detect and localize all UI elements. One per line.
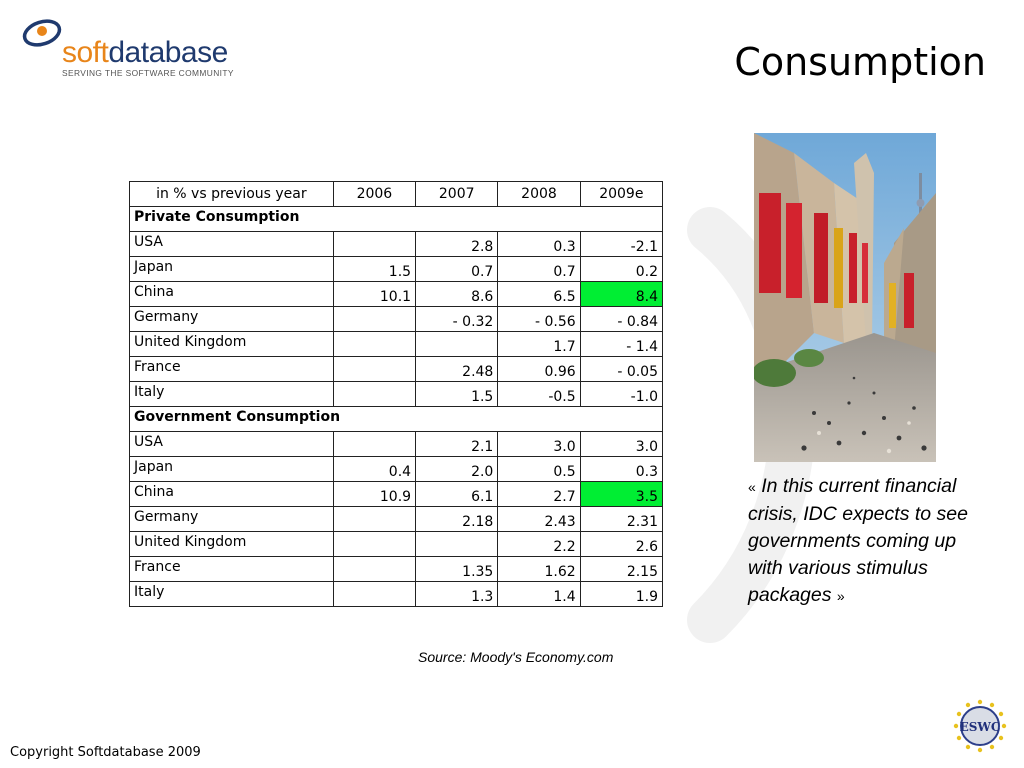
- quote-text: In this current financial crisis, IDC expects to see governments coming up with various stimulus packages: [748, 475, 968, 606]
- value-cell: 0.7: [498, 257, 580, 282]
- value-cell: [333, 332, 415, 357]
- value-cell: 2.6: [580, 532, 662, 557]
- value-cell: 2.48: [416, 357, 498, 382]
- section-heading: Government Consumption: [130, 407, 663, 432]
- value-cell: 2.15: [580, 557, 662, 582]
- value-cell: [333, 582, 415, 607]
- value-cell: 1.7: [498, 332, 580, 357]
- value-cell: 2.18: [416, 507, 498, 532]
- table-header-cell: 2009e: [580, 182, 662, 207]
- table-row: [130, 357, 663, 382]
- value-cell: - 0.84: [580, 307, 662, 332]
- value-cell: -0.5: [498, 382, 580, 407]
- value-cell: - 0.05: [580, 357, 662, 382]
- table-row: [130, 257, 663, 282]
- value-cell: 2.2: [498, 532, 580, 557]
- country-cell: China: [130, 482, 334, 507]
- value-cell: 10.1: [333, 282, 415, 307]
- country-cell: France: [130, 357, 334, 382]
- value-cell: [333, 382, 415, 407]
- table-section-row: [130, 207, 663, 232]
- table-row: [130, 432, 663, 457]
- source-note: Source: Moody's Economy.com: [418, 649, 614, 665]
- value-cell: 10.9: [333, 482, 415, 507]
- country-cell: USA: [130, 432, 334, 457]
- value-cell: -1.0: [580, 382, 662, 407]
- country-cell: France: [130, 557, 334, 582]
- value-cell: - 1.4: [580, 332, 662, 357]
- table-row: [130, 507, 663, 532]
- value-cell: 2.43: [498, 507, 580, 532]
- copyright-footer: Copyright Softdatabase 2009: [10, 745, 201, 760]
- country-cell: Germany: [130, 507, 334, 532]
- value-cell: 0.96: [498, 357, 580, 382]
- table-row: [130, 557, 663, 582]
- value-cell: 1.3: [416, 582, 498, 607]
- value-cell: -2.1: [580, 232, 662, 257]
- value-cell: 8.4: [580, 282, 662, 307]
- value-cell: 2.1: [416, 432, 498, 457]
- eswc-badge-text: ESWC: [959, 720, 1001, 734]
- value-cell: 2.0: [416, 457, 498, 482]
- quote-open-mark: «: [748, 479, 756, 495]
- value-cell: 1.5: [333, 257, 415, 282]
- value-cell: 0.3: [580, 457, 662, 482]
- value-cell: [333, 532, 415, 557]
- country-cell: China: [130, 282, 334, 307]
- value-cell: 2.8: [416, 232, 498, 257]
- consumption-table: [129, 181, 663, 607]
- country-cell: United Kingdom: [130, 332, 334, 357]
- value-cell: [333, 432, 415, 457]
- table-row: [130, 457, 663, 482]
- table-row: [130, 232, 663, 257]
- table-row: [130, 582, 663, 607]
- table-row: [130, 382, 663, 407]
- table-row: [130, 332, 663, 357]
- value-cell: 3.5: [580, 482, 662, 507]
- value-cell: 0.5: [498, 457, 580, 482]
- value-cell: 6.5: [498, 282, 580, 307]
- table-header-row: [130, 182, 663, 207]
- value-cell: 1.4: [498, 582, 580, 607]
- value-cell: [416, 532, 498, 557]
- eswc-badge-icon: [952, 698, 1008, 754]
- value-cell: [333, 232, 415, 257]
- value-cell: 2.7: [498, 482, 580, 507]
- value-cell: 1.35: [416, 557, 498, 582]
- table-header-cell: 2008: [498, 182, 580, 207]
- table-row: [130, 282, 663, 307]
- value-cell: - 0.32: [416, 307, 498, 332]
- logo-tagline: SERVING THE SOFTWARE COMMUNITY: [62, 68, 234, 78]
- logo-text-database: database: [108, 36, 228, 69]
- table-row: [130, 532, 663, 557]
- value-cell: 2.31: [580, 507, 662, 532]
- quote-close-mark: »: [836, 588, 845, 604]
- value-cell: [333, 507, 415, 532]
- table-row: [130, 482, 663, 507]
- value-cell: 0.4: [333, 457, 415, 482]
- value-cell: 1.9: [580, 582, 662, 607]
- value-cell: - 0.56: [498, 307, 580, 332]
- table-header-cell: 2007: [416, 182, 498, 207]
- value-cell: 8.6: [416, 282, 498, 307]
- country-cell: Italy: [130, 382, 334, 407]
- value-cell: 0.2: [580, 257, 662, 282]
- country-cell: Italy: [130, 582, 334, 607]
- value-cell: 1.62: [498, 557, 580, 582]
- value-cell: [333, 357, 415, 382]
- table-header-cell: in % vs previous year: [130, 182, 334, 207]
- table-section-row: [130, 407, 663, 432]
- value-cell: [333, 557, 415, 582]
- value-cell: 0.7: [416, 257, 498, 282]
- softdatabase-logo: [20, 16, 234, 82]
- slide-title: Consumption: [734, 40, 986, 84]
- value-cell: 3.0: [580, 432, 662, 457]
- value-cell: 1.5: [416, 382, 498, 407]
- country-cell: USA: [130, 232, 334, 257]
- value-cell: [416, 332, 498, 357]
- value-cell: 0.3: [498, 232, 580, 257]
- table-header-cell: 2006: [333, 182, 415, 207]
- table-row: [130, 307, 663, 332]
- value-cell: 3.0: [498, 432, 580, 457]
- value-cell: [333, 307, 415, 332]
- country-cell: Japan: [130, 457, 334, 482]
- quote-block: [748, 473, 988, 610]
- country-cell: United Kingdom: [130, 532, 334, 557]
- section-heading: Private Consumption: [130, 207, 663, 232]
- value-cell: 6.1: [416, 482, 498, 507]
- logo-text-soft: soft: [62, 36, 109, 69]
- street-scene-photo: [754, 133, 936, 462]
- country-cell: Japan: [130, 257, 334, 282]
- country-cell: Germany: [130, 307, 334, 332]
